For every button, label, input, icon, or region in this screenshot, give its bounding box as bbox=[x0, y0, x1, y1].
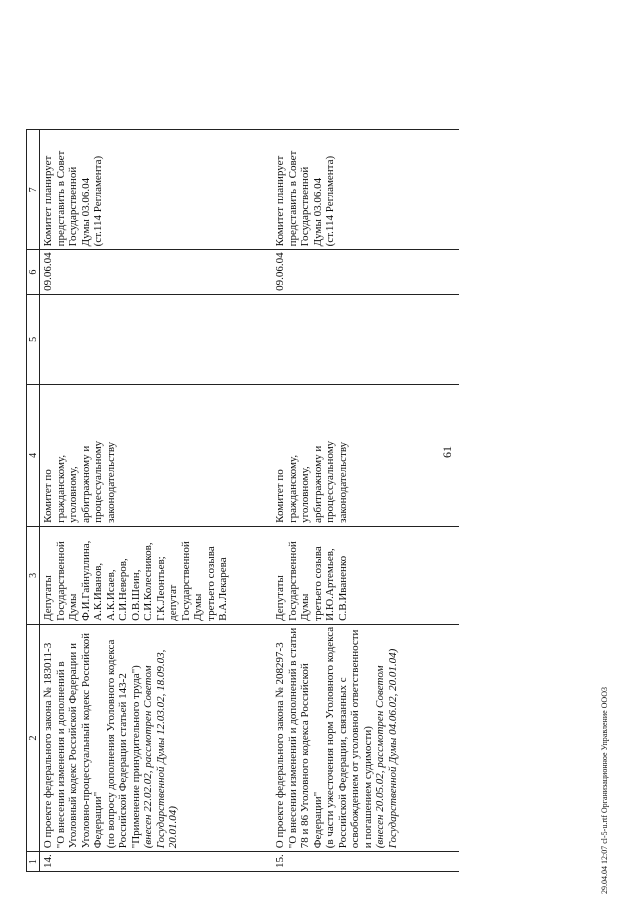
col-header: 7 bbox=[27, 130, 40, 250]
bill-authors: Депутаты Государственной Думы третьего созыва И.Ю.Артемьев, С.В.Иваненко bbox=[258, 526, 429, 624]
bill-authors: Депутаты Государственной Думы Ф.И.Гайнуллина, А.К.Иванов, А.К.Исаев, С.И.Неверов, О.В.Шеин, С.И.Колесников, Г.К.Леонтьев; депутат Государственной Думы третьего созыва В.А.Лекарева bbox=[40, 526, 259, 624]
col-header: 4 bbox=[27, 384, 40, 526]
table-row bbox=[40, 130, 259, 872]
note-cell: Комитет планирует представить в Совет Государственной Думы 03.06.04 (ст.114 Регламента) bbox=[40, 130, 259, 250]
column-5-cell bbox=[40, 294, 259, 384]
col-header: 6 bbox=[27, 250, 40, 295]
col-header: 1 bbox=[27, 852, 40, 872]
header-row bbox=[27, 130, 40, 872]
table-row bbox=[258, 130, 429, 872]
responsible-committee: Комитет по гражданскому, уголовному, арбитражному и процессуальному законодательству bbox=[258, 384, 429, 526]
row-number: 14. bbox=[40, 852, 259, 872]
note-cell: Комитет планирует представить в Совет Государственной Думы 03.06.04 (ст.114 Регламента) bbox=[258, 130, 429, 250]
date-cell: 09.06.04 bbox=[258, 250, 429, 295]
col-header: 2 bbox=[27, 624, 40, 851]
col-header: 5 bbox=[27, 294, 40, 384]
table-tail bbox=[429, 130, 459, 872]
date-cell: 09.06.04 bbox=[40, 250, 259, 295]
bill-title: О проекте федерального закона № 208297-3 "О внесении изменений и дополнений в статьи 78 и 86 Уголовного кодекса Российской Федерации" (в части ужесточения норм Уголовного кодекса Российской Федерации, связанных с освобождением от уголовной ответственности и погашением судимости) (внесен 20.05.02, рассмотрен Советом Государственной Думы 04.06.02, 20.01.04) bbox=[258, 624, 429, 851]
footer-text: 29.04.04 12:07 cl-5-u.rtf Организационное Управление ООО3 bbox=[600, 687, 609, 894]
page-number: 61 bbox=[440, 446, 454, 458]
col-header: 3 bbox=[27, 526, 40, 624]
bill-title: О проекте федерального закона № 183011-3 "О внесении изменения и дополнений в Уголовный кодекс Российской Федерации и Уголовно-процессуальный кодекс Российской Федерации" (по вопросу дополнения Уголовного кодекса Российской Федерации статьей 143-2 "Применение принудительного труда") (внесен 22.02.02, рассмотрен Советом Государственной Думы 12.03.02, 18.09.03, 20.01.04) bbox=[40, 624, 259, 851]
responsible-committee: Комитет по гражданскому, уголовному, арбитражному и процессуальному законодательству bbox=[40, 384, 259, 526]
bills-table bbox=[26, 129, 459, 872]
row-number: 15. bbox=[258, 852, 429, 872]
column-5-cell bbox=[258, 294, 429, 384]
